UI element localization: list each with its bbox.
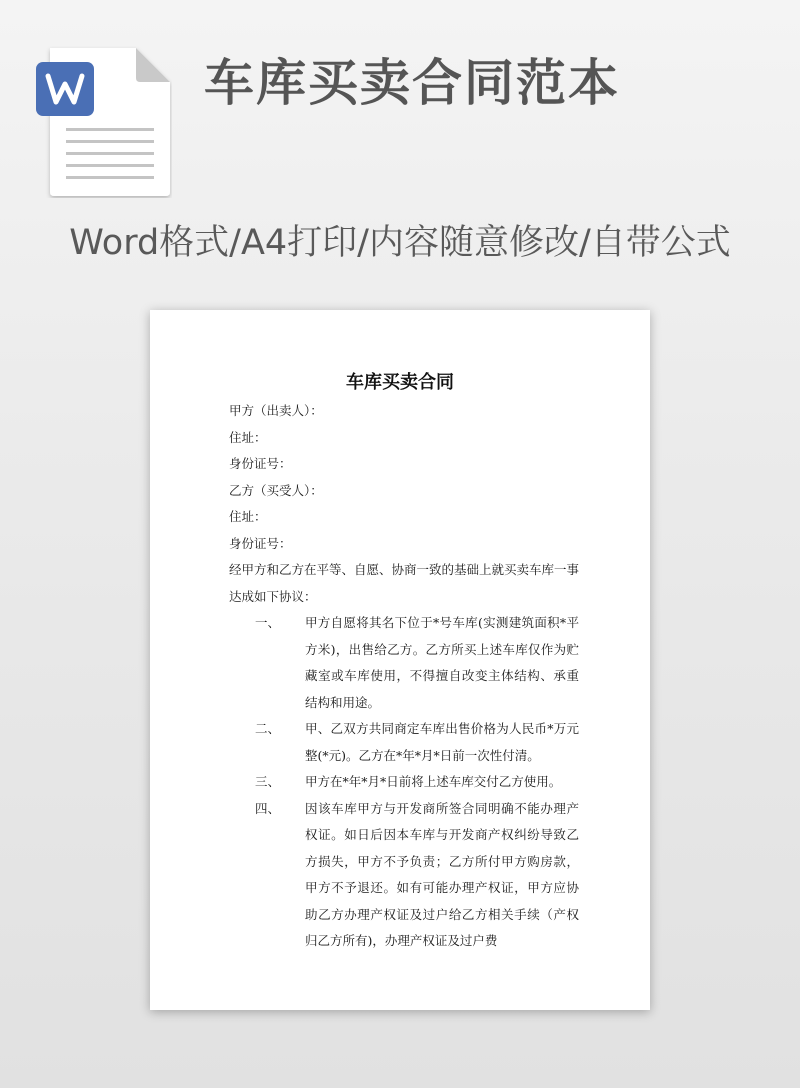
clause-text: 甲方自愿将其名下位于*号车库(实测建筑面积*平方米)，出售给乙方。乙方所买上述车库仅作为贮藏室或车库使用，不得擅自改变主体结构、承重结构和用途。 [305, 615, 579, 710]
clause-1 [229, 610, 579, 716]
document-title: 车库买卖合同 [346, 372, 454, 393]
field-party-a: 甲方（出卖人）： [229, 403, 323, 418]
intro-paragraph: 经甲方和乙方在平等、自愿、协商一致的基础上就买卖车库一事达成如下协议： [229, 562, 580, 604]
clause-number: 一、 [255, 615, 281, 630]
clause-number: 三、 [255, 774, 281, 789]
clause-2 [229, 716, 579, 769]
clause-text: 因该车库甲方与开发商所签合同明确不能办理产权证。如日后因本车库与开发商产权纠纷导致乙方损失，甲方不予负责；乙方所付甲方购房款，甲方不予退还。如有可能办理产权证，甲方应协助乙方办理产权证及过户给乙方相关手续（产权归乙方所有)，办理产权证及过户费 [305, 800, 579, 948]
banner-subtitle: Word格式/A4打印/内容随意修改/自带公式 [69, 223, 731, 263]
clause-4 [229, 796, 579, 955]
field-id-b: 身份证号： [229, 535, 292, 551]
document-page [150, 310, 650, 1010]
field-address-a: 住址： [229, 429, 267, 445]
document-body [229, 398, 579, 955]
clause-text: 甲方在*年*月*日前将上述车库交付乙方使用。 [305, 774, 562, 789]
clause-text: 甲、乙双方共同商定车库出售价格为人民币*万元整(*元)。乙方在*年*月*日前一次性付清。 [305, 721, 579, 763]
clause-3 [229, 769, 579, 796]
field-id-a: 身份证号： [229, 456, 292, 471]
clause-number: 二、 [255, 721, 281, 736]
clause-number: 四、 [255, 800, 281, 816]
field-address-b: 住址： [229, 509, 267, 524]
word-file-icon [36, 46, 172, 198]
banner-title: 车库买卖合同范本 [204, 54, 620, 112]
field-party-b: 乙方（买受人）： [229, 482, 323, 498]
